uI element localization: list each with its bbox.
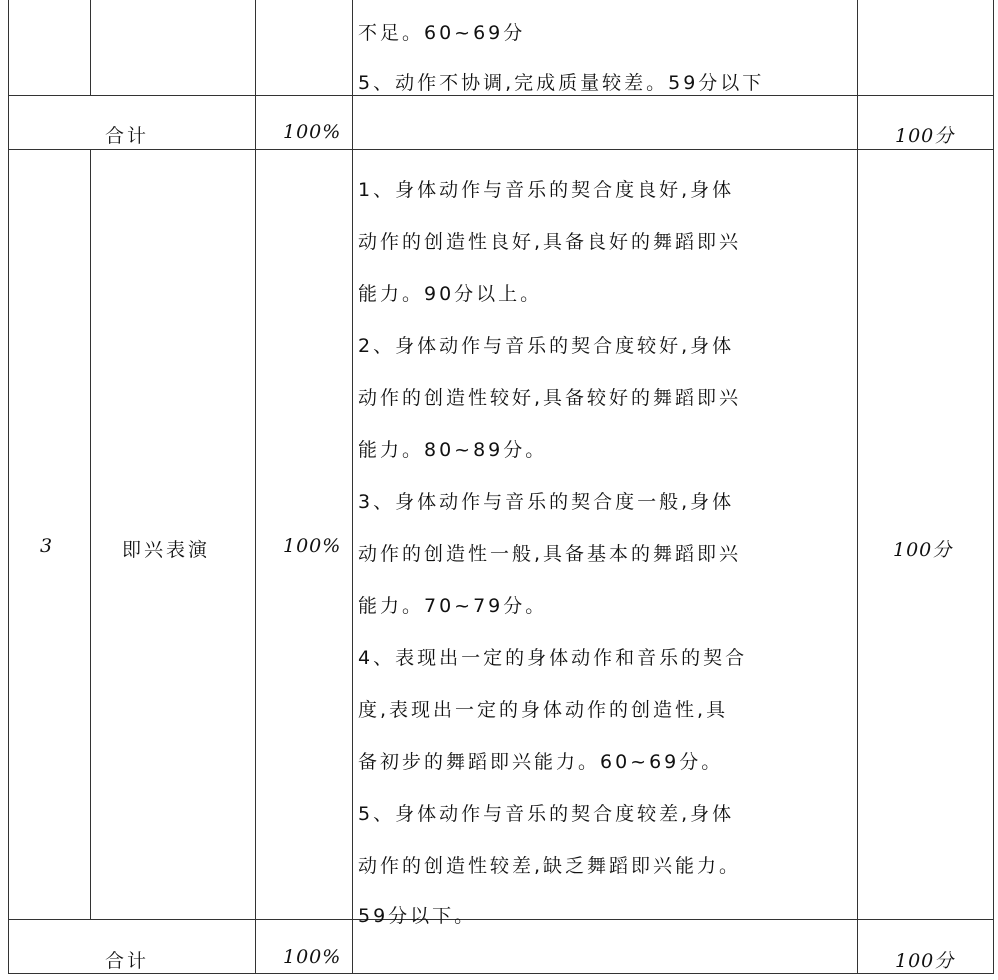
criteria-line: 2、身体动作与音乐的契合度较好,身体 (358, 335, 735, 357)
table-right-border (993, 0, 994, 974)
item-name: 即兴表演 (122, 539, 211, 561)
criteria-line: 不足。60~69分 (358, 22, 526, 44)
criteria-line: 度,表现出一定的身体动作的创造性,具 (358, 699, 729, 721)
subtotal-weight: 100% (283, 121, 342, 143)
row-divider (8, 149, 994, 150)
row-divider (8, 95, 994, 96)
column-divider (352, 0, 353, 974)
criteria-line: 备初步的舞蹈即兴能力。60~69分。 (358, 751, 724, 773)
criteria-line: 动作的创造性一般,具备基本的舞蹈即兴 (358, 543, 742, 565)
item-index: 3 (40, 535, 54, 557)
criteria-line: 5、动作不协调,完成质量较差。59分以下 (358, 72, 765, 94)
subtotal-score: 100分 (895, 125, 955, 147)
criteria-line: 动作的创造性较差,缺乏舞蹈即兴能力。 (358, 855, 742, 877)
criteria-line: 动作的创造性较好,具备较好的舞蹈即兴 (358, 387, 742, 409)
criteria-line: 动作的创造性良好,具备良好的舞蹈即兴 (358, 231, 742, 253)
criteria-line: 能力。90分以上。 (358, 283, 543, 305)
item-score: 100分 (893, 539, 953, 561)
column-divider (857, 0, 858, 974)
table-left-border (8, 0, 9, 974)
column-divider (255, 0, 256, 974)
criteria-line: 4、表现出一定的身体动作和音乐的契合 (358, 647, 748, 669)
subtotal-label: 合计 (105, 125, 150, 147)
criteria-line: 3、身体动作与音乐的契合度一般,身体 (358, 491, 735, 513)
item-weight: 100% (283, 535, 342, 557)
criteria-line: 能力。80~89分。 (358, 439, 548, 461)
subtotal-label: 合计 (105, 950, 150, 972)
row-divider (8, 973, 994, 974)
column-divider (90, 0, 91, 96)
criteria-line: 能力。70~79分。 (358, 595, 548, 617)
subtotal-score: 100分 (895, 950, 955, 972)
criteria-line: 59分以下。 (358, 905, 477, 927)
subtotal-weight: 100% (283, 946, 342, 968)
criteria-line: 1、身体动作与音乐的契合度良好,身体 (358, 179, 735, 201)
column-divider (90, 149, 91, 920)
criteria-line: 5、身体动作与音乐的契合度较差,身体 (358, 803, 735, 825)
